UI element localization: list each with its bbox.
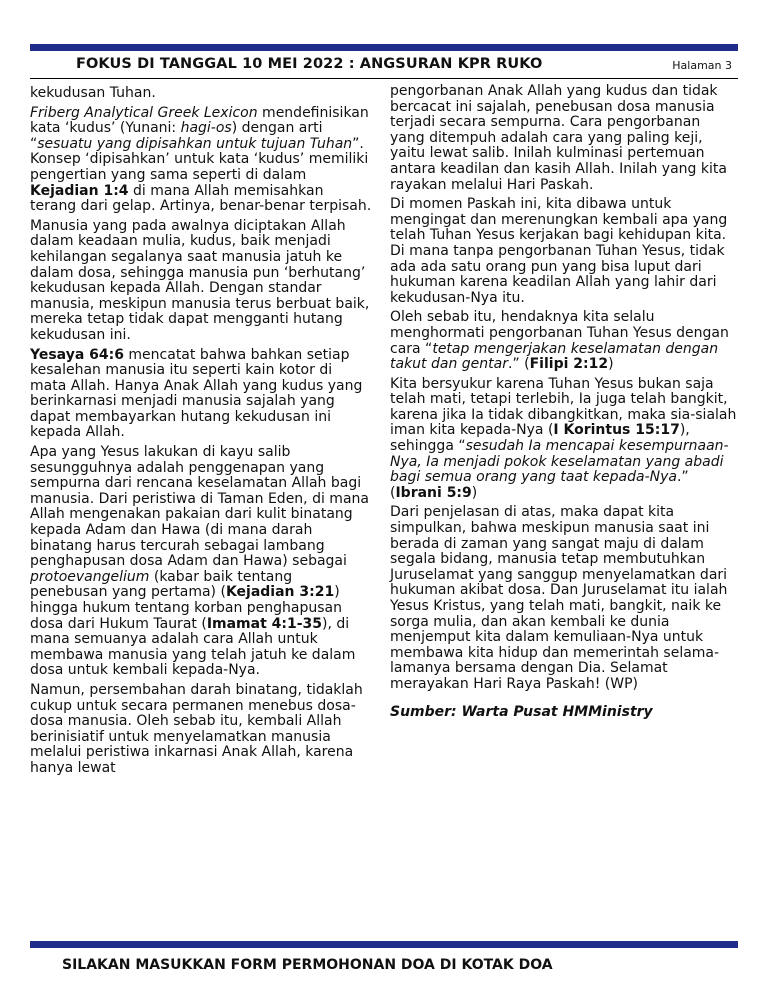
right-column — [390, 84, 738, 724]
verse-ref: Filipi 2:12 — [529, 356, 609, 373]
right-paragraph-2: Oleh sebab itu, hendaknya kita selalu menghormati pengorbanan Tuhan Yesus dengan cara “tetap mengerjakan keselamatan dengan takut dan gentar.” (Filipi 2:12) — [390, 309, 729, 373]
bottom-divider-bar — [30, 941, 738, 948]
verse-ref: Yesaya 64:6 — [30, 346, 124, 363]
page-header — [30, 54, 738, 79]
verse-ref: I Korintus 15:17 — [553, 422, 680, 439]
left-column — [30, 86, 372, 781]
source-credit: Sumber: Warta Pusat HMMinistry — [390, 703, 653, 720]
header-title: FOKUS DI TANGGAL 10 MEI 2022 : ANGSURAN KPR RUKO — [76, 56, 543, 72]
right-paragraph-3: Kita bersyukur karena Tuhan Yesus bukan saja telah mati, tetapi terlebih, Ia juga telah bangkit, karena jika Ia tidak dibangkitkan, maka sia-sialah iman kita kepada-Nya (I Korintus 15:17), sehingga “sesudah Ia mencapai kesempurnaan-Nya, Ia menjadi pokok keselamatan yang abadi bagi semua orang yang taat kepada-Nya.” (Ibrani 5:9) — [390, 375, 737, 501]
left-paragraph-2: Manusia yang pada awalnya diciptakan Allah dalam keadaan mulia, kudus, baik menjadi kehilangan segalanya saat manusia jatuh ke dalam dosa, sehingga manusia pun ‘berhutang’ kekudusan kepada Allah. Dengan standar manusia, meskipun manusia terus berbuat baik, mereka tetap tidak dapat mengganti hutang kekudusan ini. — [30, 217, 370, 343]
page-number-label: Halaman 3 — [672, 59, 732, 72]
top-divider-bar — [30, 44, 738, 51]
verse-ref: Kejadian 1:4 — [30, 182, 129, 199]
lexicon-title: Friberg Analytical Greek Lexicon — [30, 104, 258, 121]
right-paragraph-0: pengorbanan Anak Allah yang kudus dan tidak bercacat ini sajalah, penebusan dosa manusia terjadi secara sempurna. Cara pengorbanan yang ditempuh adalah cara yang paling keji, yaitu lewat salib. Inilah kulminasi pertemuan antara keadilan dan kasih Allah. Inilah yang kita rayakan melalui Hari Paskah. — [390, 83, 727, 193]
left-paragraph-0: kekudusan Tuhan. — [30, 85, 156, 101]
right-paragraph-1: Di momen Paskah ini, kita dibawa untuk mengingat dan merenungkan kembali apa yang telah Tuhan Yesus kerjakan bagi kehidupan kita. Di mana tanpa pengorbanan Tuhan Yesus, tidak ada ada satu orang pun yang bisa luput dari hukuman karena keadilan Allah yang lahir dari kekudusan-Nya itu. — [390, 196, 728, 306]
left-paragraph-1: Friberg Analytical Greek Lexicon mendefinisikan kata ‘kudus’ (Yunani: hagi-os) dengan arti “sesuatu yang dipisahkan untuk tujuan Tuhan”. Konsep ‘dipisahkan’ untuk kata ‘kudus’ memiliki pengertian yang sama seperti di dalam Kejadian 1:4 di mana Allah memisahkan terang dari gelap. Artinya, benar-benar terpisah. — [30, 104, 372, 215]
left-paragraph-4: Apa yang Yesus lakukan di kayu salib sesungguhnya adalah penggenapan yang sempurna dari rencana keselamatan Allah bagi manusia. Dari peristiwa di Taman Eden, di mana Allah mengenakan pakaian dari kulit binatang kepada Adam dan Hawa (di mana darah binatang harus tercurah sebagai lambang penghapusan dosa Adam dan Hawa) sebagai protoevangelium (kabar baik tentang penebusan yang pertama) (Kejadian 3:21) hingga hukum tentang korban penghapusan dosa dari Hukum Taurat (Imamat 4:1-35), di mana semuanya adalah cara Allah untuk membawa manusia yang telah jatuh ke dalam dosa untuk kembali kepada-Nya. — [30, 444, 369, 679]
left-paragraph-3: Yesaya 64:6 mencatat bahwa bahkan setiap kesalehan manusia itu seperti kain kotor di mata Allah. Hanya Anak Allah yang kudus yang berinkarnasi menjadi manusia sajalah yang dapat membayarkan hutang kekudusan ini kepada Allah. — [30, 346, 363, 441]
verse-ref: Ibrani 5:9 — [395, 484, 472, 501]
verse-ref: Imamat 4:1-35 — [206, 615, 323, 632]
footer-note: SILAKAN MASUKKAN FORM PERMOHONAN DOA DI KOTAK DOA — [62, 957, 553, 973]
left-paragraph-5: Namun, persembahan darah binatang, tidaklah cukup untuk secara permanen menebus dosa-dosa manusia. Oleh sebab itu, kembali Allah berinisiatif untuk menyelamatkan manusia melalui peristiwa inkarnasi Anak Allah, karena hanya lewat — [30, 681, 363, 776]
verse-ref: Kejadian 3:21 — [225, 584, 335, 601]
right-paragraph-4: Dari penjelasan di atas, maka dapat kita simpulkan, bahwa meskipun manusia saat ini berada di zaman yang sangat maju di dalam segala bidang, manusia tetap membutuhkan Juruselamat yang sanggup menyelamatkan dari hukuman akibat dosa. Dan Juruselamat itu ialah Yesus Kristus, yang telah mati, bangkit, naik ke sorga mulia, dan akan kembali ke dunia menjemput kita dalam kemuliaan-Nya untuk membawa kita hidup dan memerintah selama-lamanya bersama dengan Dia. Selamat merayakan Hari Raya Paskah! (WP) — [390, 504, 728, 692]
